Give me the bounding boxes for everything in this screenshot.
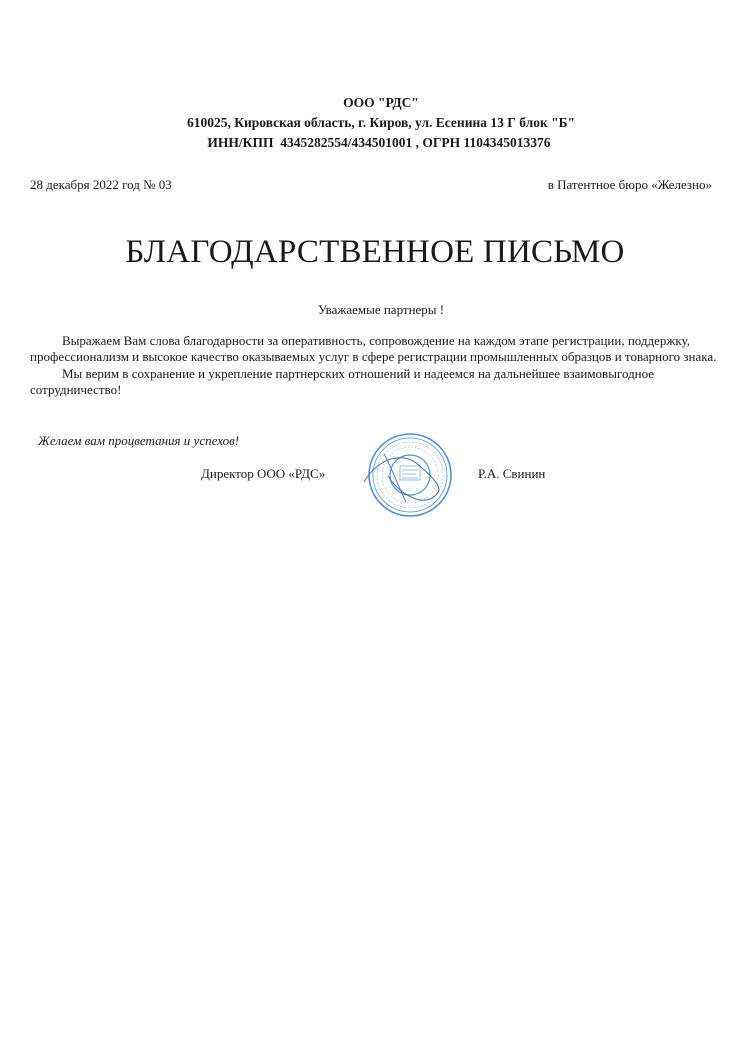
letterhead xyxy=(0,93,750,153)
body-paragraph-1: Выражаем Вам слова благодарности за оперативность, сопровождение на каждом этапе регистрации, поддержку, профессионализм и высокое качество оказываемых услуг в сфере регистрации промышленных образцов и товарного знака. xyxy=(30,333,717,365)
signatory-position: Директор ООО «РДС» xyxy=(201,466,326,481)
letter-body xyxy=(30,333,726,399)
round-seal-stamp-icon xyxy=(358,428,458,520)
letter-date-number: 28 декабря 2022 год № 03 xyxy=(30,177,172,192)
closing-wish: Желаем вам процветания и успехов! xyxy=(38,433,240,448)
greeting: Уважаемые партнеры ! xyxy=(317,302,445,317)
signatory-name: Р.А. Свинин xyxy=(478,466,546,481)
letter-addressee: в Патентное бюро «Железно» xyxy=(547,177,712,192)
company-name: ООО "РДС" xyxy=(343,95,419,110)
body-paragraph-2: Мы верим в сохранение и укрепление партнерских отношений и надеемся на дальнейшее взаимовыгодное сотрудничество! xyxy=(30,365,655,398)
company-registration-ids: ИНН/КПП 4345282554/434501001 , ОГРН 1104345013376 xyxy=(207,135,551,150)
company-address: 610025, Кировская область, г. Киров, ул. Есенина 13 Г блок "Б" xyxy=(186,115,576,130)
document-title: БЛАГОДАРСТВЕННОЕ ПИСЬМО xyxy=(125,234,625,270)
